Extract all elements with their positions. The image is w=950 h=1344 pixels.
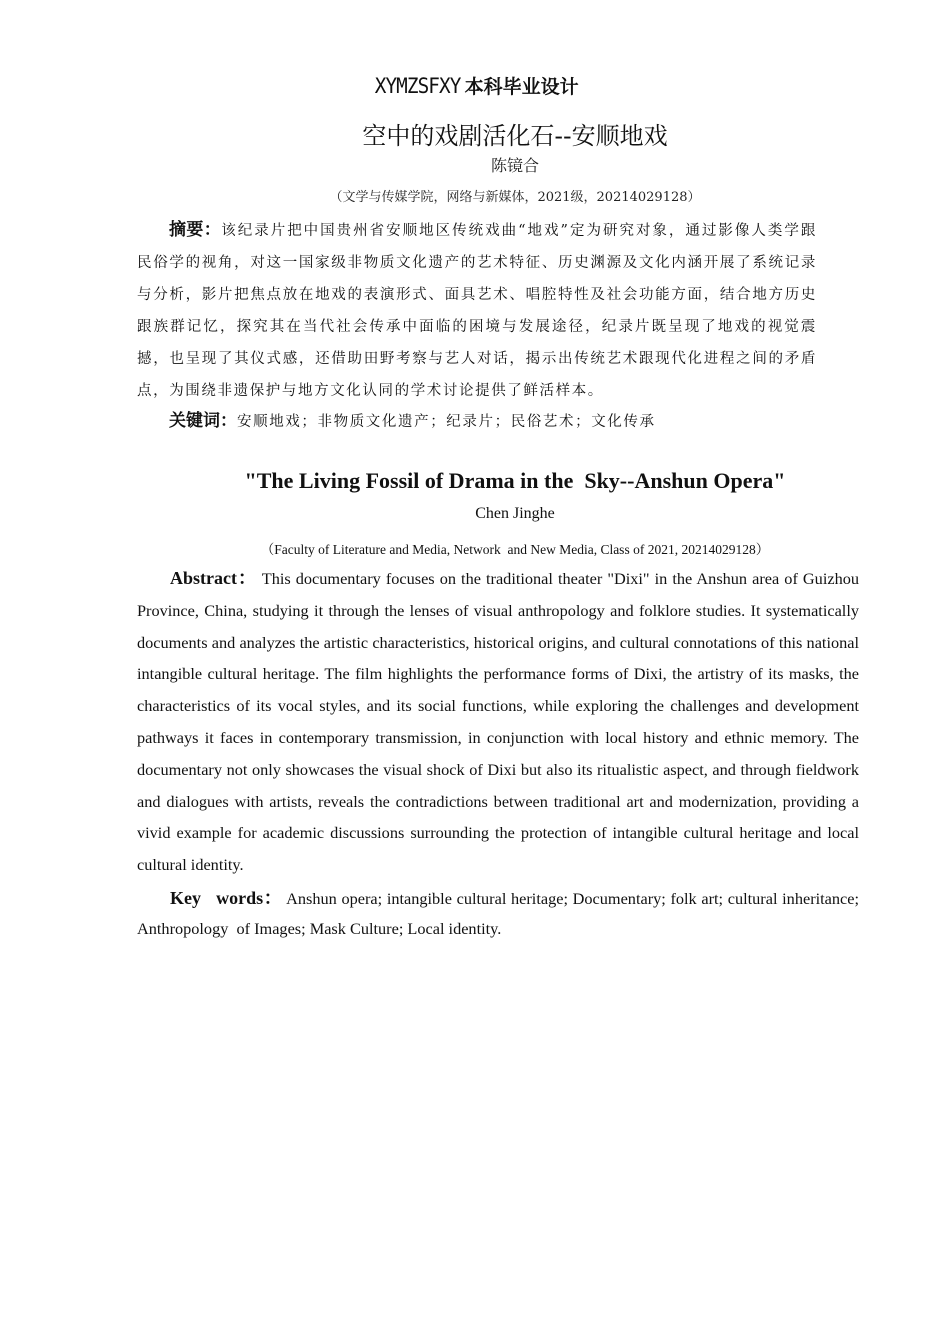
english-abstract — [137, 563, 859, 881]
chinese-keywords — [137, 405, 817, 438]
english-keywords — [137, 883, 863, 944]
chinese-abstract-label: 摘要： — [169, 220, 222, 240]
chinese-author: 陈镜合 — [490, 156, 539, 175]
english-author: Chen Jinghe — [475, 505, 555, 522]
chinese-abstract-text: 该纪录片把中国贵州省安顺地区传统戏曲“地戏”定为研究对象，通过影像人类学跟民俗学的视角，对这一国家级非物质文化遗产的艺术特征、历史渊源及文化内涵开展了系统记录与分析，影片把焦点放在地戏的表演形式、面具艺术、唱腔特性及社会功能方面，结合地方历史跟族群记忆，探究其在当代社会传承中面临的困境与发展途径，纪录片既呈现了地戏的视觉震撼，也呈现了其仪式感，还借助田野考察与艺人对话，揭示出传统艺术跟现代化进程之间的矛盾点，为围绕非遗保护与地方文化认同的学术讨论提供了鲜活样本。 — [137, 223, 818, 399]
chinese-title: 空中的戏剧活化石--安顺地戏 — [362, 122, 668, 150]
english-keywords-text: Anshun opera; intangible cultural heritage; Documentary; folk art; cultural inheritance; Anthropology of Images; Mask Culture; Local identity. — [137, 889, 863, 938]
chinese-keywords-label: 关键词： — [169, 411, 237, 431]
english-keywords-label: Key words： — [170, 888, 283, 908]
chinese-keywords-text: 安顺地戏；非物质文化遗产；纪录片；民俗艺术；文化传承 — [237, 414, 656, 430]
chinese-abstract — [137, 214, 817, 407]
english-abstract-text: This documentary focuses on the traditional theater "Dixi" in the Anshun area of Guizhou Province, China, studying it through the lenses of visual anthropology and folklore studies. It systematically documents and analyzes the artistic characteristics, historical origins, and cultural connotations of this national intangible cultural heritage. The film highlights the performance forms of Dixi, the artistry of its masks, the characteristics of its vocal styles, and its social functions, while exploring the challenges and development pathways it faces in contemporary transmission, in conjunction with local history and ethnic memory. The documentary not only showcases the visual shock of Dixi but also its ritualistic aspect, and through fieldwork and dialogues with artists, reveals the contradictions between traditional art and modernization, providing a vivid example for academic discussions surrounding the protection of intangible cultural heritage and local cultural identity. — [137, 569, 859, 875]
english-title: "The Living Fossil of Drama in the Sky--Anshun Opera" — [244, 468, 786, 493]
document-header — [0, 72, 950, 99]
english-affiliation: （Faculty of Literature and Media, Network and New Media, Class of 2021, 20214029128） — [260, 542, 770, 557]
header-suffix: 本科毕业设计 — [464, 76, 579, 98]
english-abstract-label: Abstract： — [170, 568, 257, 588]
chinese-affiliation: （文学与传媒学院，网络与新媒体，2021级，20214029128） — [329, 190, 701, 205]
header-code: XYMZSFXY — [375, 74, 461, 98]
